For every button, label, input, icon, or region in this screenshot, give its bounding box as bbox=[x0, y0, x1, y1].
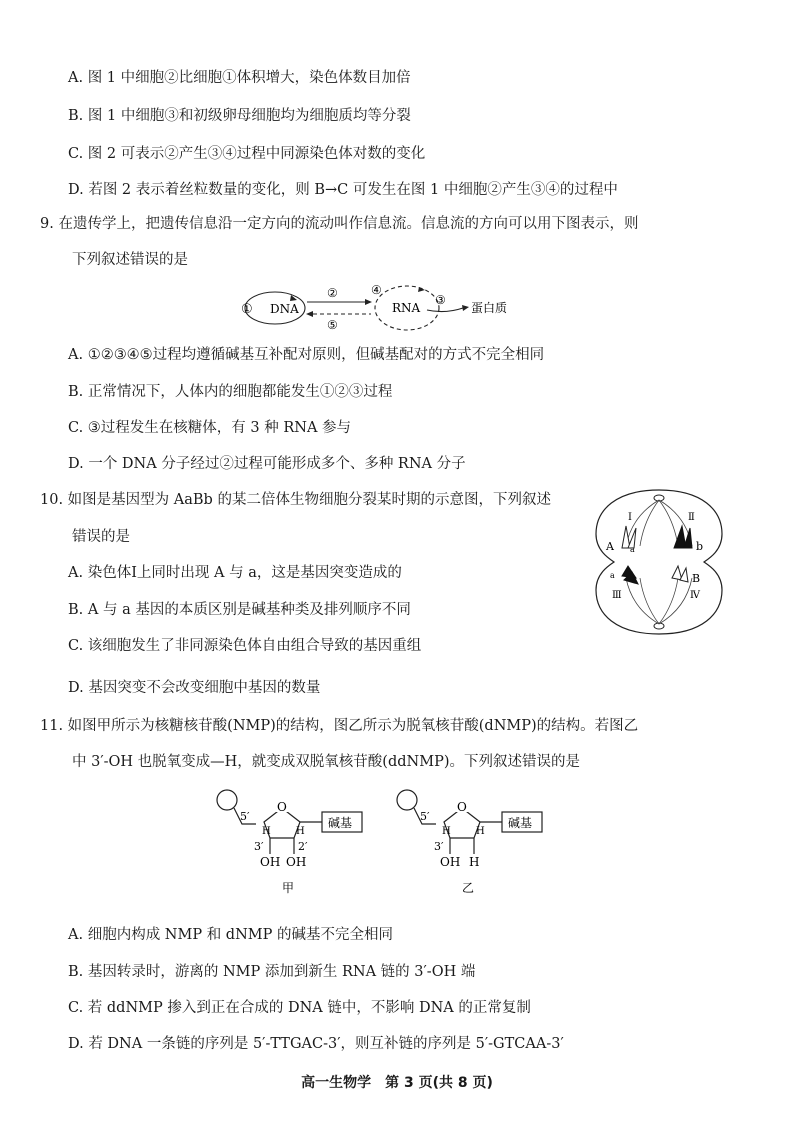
q11-nmp-2-oh: OH bbox=[286, 855, 307, 869]
q9-option-c: C. ③过程发生在核糖体，有 3 种 RNA 参与 bbox=[68, 420, 352, 436]
q9-label-5: ⑤ bbox=[327, 318, 338, 332]
q9-option-d: D. 一个 DNA 分子经过②过程可能形成多个、多种 RNA 分子 bbox=[68, 456, 466, 472]
q9-translation-arrowhead bbox=[462, 305, 469, 311]
q10-gene-a-lower-1: a bbox=[630, 545, 635, 554]
q11-nmp-phosphate bbox=[217, 790, 237, 810]
q11-nmp-3prime: 3′ bbox=[254, 840, 264, 853]
q11-dnmp-h-left: H bbox=[442, 826, 451, 837]
q9-reverse-transcription-arrowhead bbox=[306, 311, 313, 317]
q11-nmp-structure bbox=[210, 786, 380, 896]
q11-dnmp-h-right: H bbox=[476, 826, 485, 837]
q11-nmp-2prime: 2′ bbox=[298, 840, 308, 853]
q11-nmp-h-right: H bbox=[296, 826, 305, 837]
q11-dnmp-o-atom: O bbox=[457, 800, 467, 814]
q11-stem-line2: 中 3′-OH 也脱氧变成—H，就变成双脱氧核苷酸(ddNMP)。下列叙述错误的是 bbox=[72, 754, 580, 770]
q10-option-c: C. 该细胞发生了非同源染色体自由组合导致的基因重组 bbox=[68, 638, 422, 654]
q11-option-b: B. 基因转录时，游离的 NMP 添加到新生 RNA 链的 3′-OH 端 bbox=[68, 964, 476, 980]
page-footer: 高一生物学 第 3 页(共 8 页) bbox=[301, 1075, 493, 1091]
q8-option-d: D. 若图 2 表示着丝粒数量的变化，则 B→C 可发生在图 1 中细胞②产生③④的过程中 bbox=[68, 182, 618, 198]
q9-label-2: ② bbox=[327, 286, 338, 300]
q10-label-i: Ⅰ bbox=[628, 512, 632, 523]
q9-transcription-arrowhead bbox=[365, 299, 372, 305]
q9-dna-label: DNA bbox=[270, 302, 299, 316]
q11-nmp-o-atom: O bbox=[277, 800, 287, 814]
q9-stem-line1: 9. 在遗传学上，把遗传信息沿一定方向的流动叫作信息流。信息流的方向可以用下图表示，则 bbox=[40, 216, 639, 232]
q9-protein-label: 蛋白质 bbox=[471, 301, 508, 315]
q11-stem-line1: 11. 如图甲所示为核糖核苷酸(NMP)的结构，图乙所示为脱氧核苷酸(dNMP)的结构。若图乙 bbox=[40, 718, 639, 734]
q9-central-dogma-diagram bbox=[235, 278, 525, 336]
q10-option-b: B. A 与 a 基因的本质区别是碱基种类及排列顺序不同 bbox=[68, 602, 411, 618]
q10-label-iv: Ⅳ bbox=[690, 590, 700, 601]
q10-gene-b-lower: b bbox=[696, 540, 704, 553]
q11-nmp-base-label: 碱基 bbox=[328, 816, 353, 830]
q11-option-a: A. 细胞内构成 NMP 和 dNMP 的碱基不完全相同 bbox=[68, 927, 393, 943]
q9-label-3: ③ bbox=[435, 293, 446, 307]
q11-nmp-3-oh: OH bbox=[260, 855, 281, 869]
q11-dnmp-3prime: 3′ bbox=[434, 840, 444, 853]
q10-label-iii: Ⅲ bbox=[612, 590, 622, 601]
q11-dnmp-2-h: H bbox=[469, 855, 480, 869]
q10-gene-a-lower-2: a bbox=[610, 571, 615, 580]
q11-dnmp-phosphate bbox=[397, 790, 417, 810]
q11-option-c: C. 若 ddNMP 掺入到正在合成的 DNA 链中，不影响 DNA 的正常复制 bbox=[68, 1000, 531, 1016]
q8-option-a: A. 图 1 中细胞②比细胞①体积增大，染色体数目加倍 bbox=[68, 70, 411, 86]
q10-gene-b-upper: B bbox=[692, 572, 701, 585]
q10-gene-a-upper: A bbox=[606, 540, 614, 553]
q8-option-b: B. 图 1 中细胞③和初级卵母细胞均为细胞质均等分裂 bbox=[68, 108, 411, 124]
q9-label-1: ① bbox=[241, 302, 253, 317]
q10-stem-line1: 10. 如图是基因型为 AaBb 的某二倍体生物细胞分裂某时期的示意图，下列叙述 bbox=[40, 492, 551, 508]
q11-nmp-5prime: 5′ bbox=[240, 810, 250, 823]
q9-option-a: A. ①②③④⑤过程均遵循碱基互补配对原则，但碱基配对的方式不完全相同 bbox=[68, 347, 545, 363]
q11-dnmp-structure bbox=[390, 786, 560, 896]
q10-cell-division-diagram bbox=[592, 486, 726, 638]
q11-nmp-h-left: H bbox=[262, 826, 271, 837]
q11-option-d: D. 若 DNA 一条链的序列是 5′-TTGAC-3′，则互补链的序列是 5′-GTCAA-3′ bbox=[68, 1036, 564, 1052]
q11-caption-jia: 甲 bbox=[282, 881, 295, 895]
q10-stem-line2: 错误的是 bbox=[72, 529, 130, 545]
q10-option-a: A. 染色体Ⅰ上同时出现 A 与 a，这是基因突变造成的 bbox=[68, 565, 402, 581]
q11-dnmp-5prime: 5′ bbox=[420, 810, 430, 823]
q10-label-ii: Ⅱ bbox=[688, 512, 695, 523]
q9-stem-line2: 下列叙述错误的是 bbox=[72, 252, 188, 268]
q11-dnmp-3-oh: OH bbox=[440, 855, 461, 869]
q10-cell-membrane bbox=[596, 490, 722, 634]
q8-option-c: C. 图 2 可表示②产生③④过程中同源染色体对数的变化 bbox=[68, 146, 426, 162]
q11-dnmp-base-label: 碱基 bbox=[508, 816, 533, 830]
q10-option-d: D. 基因突变不会改变细胞中基因的数量 bbox=[68, 680, 321, 696]
q11-caption-yi: 乙 bbox=[462, 881, 475, 895]
q10-chromosome-ii bbox=[674, 526, 686, 548]
q9-rna-label: RNA bbox=[392, 301, 421, 315]
q9-option-b: B. 正常情况下，人体内的细胞都能发生①②③过程 bbox=[68, 384, 393, 400]
q9-label-4: ④ bbox=[371, 283, 382, 297]
